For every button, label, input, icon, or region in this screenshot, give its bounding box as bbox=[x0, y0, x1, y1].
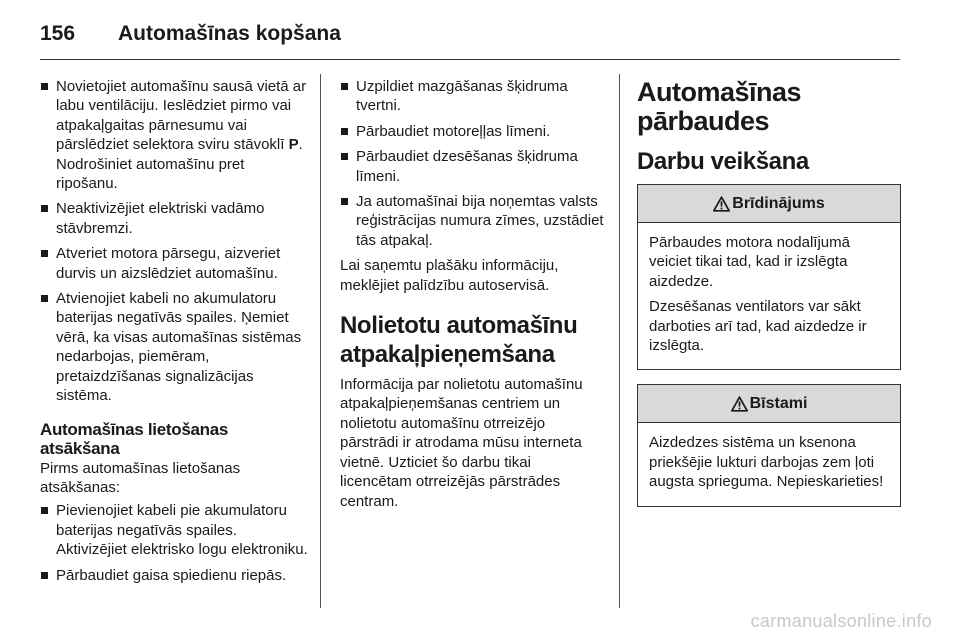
column-2 bbox=[340, 77, 606, 517]
danger-box bbox=[637, 384, 901, 506]
section-heading-recycling: Nolietotu automašīnu atpakaļpieņemšana bbox=[340, 312, 578, 369]
bullet-square-icon bbox=[341, 128, 348, 135]
danger-label: Bīstami bbox=[749, 395, 808, 413]
bullet-square-icon bbox=[41, 83, 48, 90]
service-note: Lai saņemtu plašāku informāciju, meklējiet palīdzību autoservisā. bbox=[340, 257, 559, 294]
danger-header bbox=[638, 385, 900, 423]
page-number: 156 bbox=[40, 22, 76, 45]
warning-text: Dzesēšanas ventilators var sākt darboties arī tad, kad aizdedze ir izslēgta. bbox=[649, 298, 867, 355]
warning-body bbox=[638, 223, 900, 369]
list-item: Atvienojiet kabeli no akumulatoru baterijas negatīvās spailes. Ņemiet vērā, ka visas automašīnas sistēmas nedarbojas, piemēram, pretaizdzīšanas signalizācijas sistēma. bbox=[40, 289, 308, 405]
danger-body bbox=[638, 423, 900, 505]
list-item: Pārbaudiet dzesēšanas šķidruma līmeni. bbox=[340, 147, 606, 186]
column-divider-1 bbox=[320, 74, 321, 608]
page-title: Automašīnas kopšana bbox=[118, 22, 341, 45]
chapter-heading: Automašīnas pārbaudes bbox=[637, 77, 802, 136]
danger-text: Aizdedzes sistēma un ksenona priekšējie lukturi darbojas zem ļoti augsta sprieguma. Nepieskarieties! bbox=[649, 434, 884, 491]
warning-triangle-icon bbox=[731, 396, 748, 412]
warning-header bbox=[638, 185, 900, 223]
section-intro: Pirms automašīnas lietošanas atsākšanas: bbox=[40, 459, 241, 496]
bullet-square-icon bbox=[41, 205, 48, 212]
section-heading-work: Darbu veikšana bbox=[637, 148, 809, 175]
section-heading-restart: Automašīnas lietošanas atsākšana bbox=[40, 419, 229, 458]
watermark: carmanualsonline.info bbox=[750, 611, 932, 631]
gear-position-label: P bbox=[288, 136, 299, 154]
list-item: Pārbaudiet gaisa spiedienu riepās. bbox=[40, 566, 308, 585]
column-divider-2 bbox=[619, 74, 620, 608]
list-item: Novietojiet automašīnu sausā vietā ar labu ventilāciju. Ieslēdziet pirmo vai atpakaļgaitas pārnesumu vai pārslēdziet selektora sviru stāvoklī P. Nodrošiniet automašīnu pret ripošanu. bbox=[40, 77, 308, 193]
list-item: Neaktivizējiet elektriski vadāmo stāvbremzi. bbox=[40, 199, 308, 238]
bullet-square-icon bbox=[341, 198, 348, 205]
warning-box bbox=[637, 184, 901, 370]
page-header bbox=[40, 18, 920, 58]
warning-label: Brīdinājums bbox=[732, 194, 825, 212]
recycling-text: Informācija par nolietotu automašīnu atpakaļpieņemšanas centriem un nolietotu automašīnu otrreizējo pārstrādi ir atrodama mūsu interneta vietnē. Uzticiet šo darbu tikai licencētam otrreizējās pārstrādes centram. bbox=[340, 376, 583, 510]
bullet-square-icon bbox=[41, 572, 48, 579]
bullet-square-icon bbox=[41, 250, 48, 257]
list-item: Atveriet motora pārsegu, aizveriet durvis un aizslēdziet automašīnu. bbox=[40, 244, 308, 283]
bullet-square-icon bbox=[341, 153, 348, 160]
list-item: Ja automašīnai bija noņemtas valsts reģistrācijas numura zīmes, uzstādiet tās atpakaļ. bbox=[340, 192, 606, 250]
bullet-square-icon bbox=[341, 83, 348, 90]
header-divider bbox=[40, 59, 900, 60]
bullet-square-icon bbox=[41, 295, 48, 302]
bullet-square-icon bbox=[41, 507, 48, 514]
list-item: Pārbaudiet motoreļļas līmeni. bbox=[340, 122, 606, 141]
column-3 bbox=[637, 77, 901, 521]
list-item: Uzpildiet mazgāšanas šķidruma tvertni. bbox=[340, 77, 606, 116]
list-item: Pievienojiet kabeli pie akumulatoru baterijas negatīvās spailes. Aktivizējiet elektrisko logu elektroniku. bbox=[40, 501, 308, 559]
column-1 bbox=[40, 77, 308, 591]
warning-text: Pārbaudes motora nodalījumā veiciet tikai tad, kad ir izslēgta aizdedze. bbox=[649, 234, 850, 290]
warning-triangle-icon bbox=[713, 196, 730, 212]
